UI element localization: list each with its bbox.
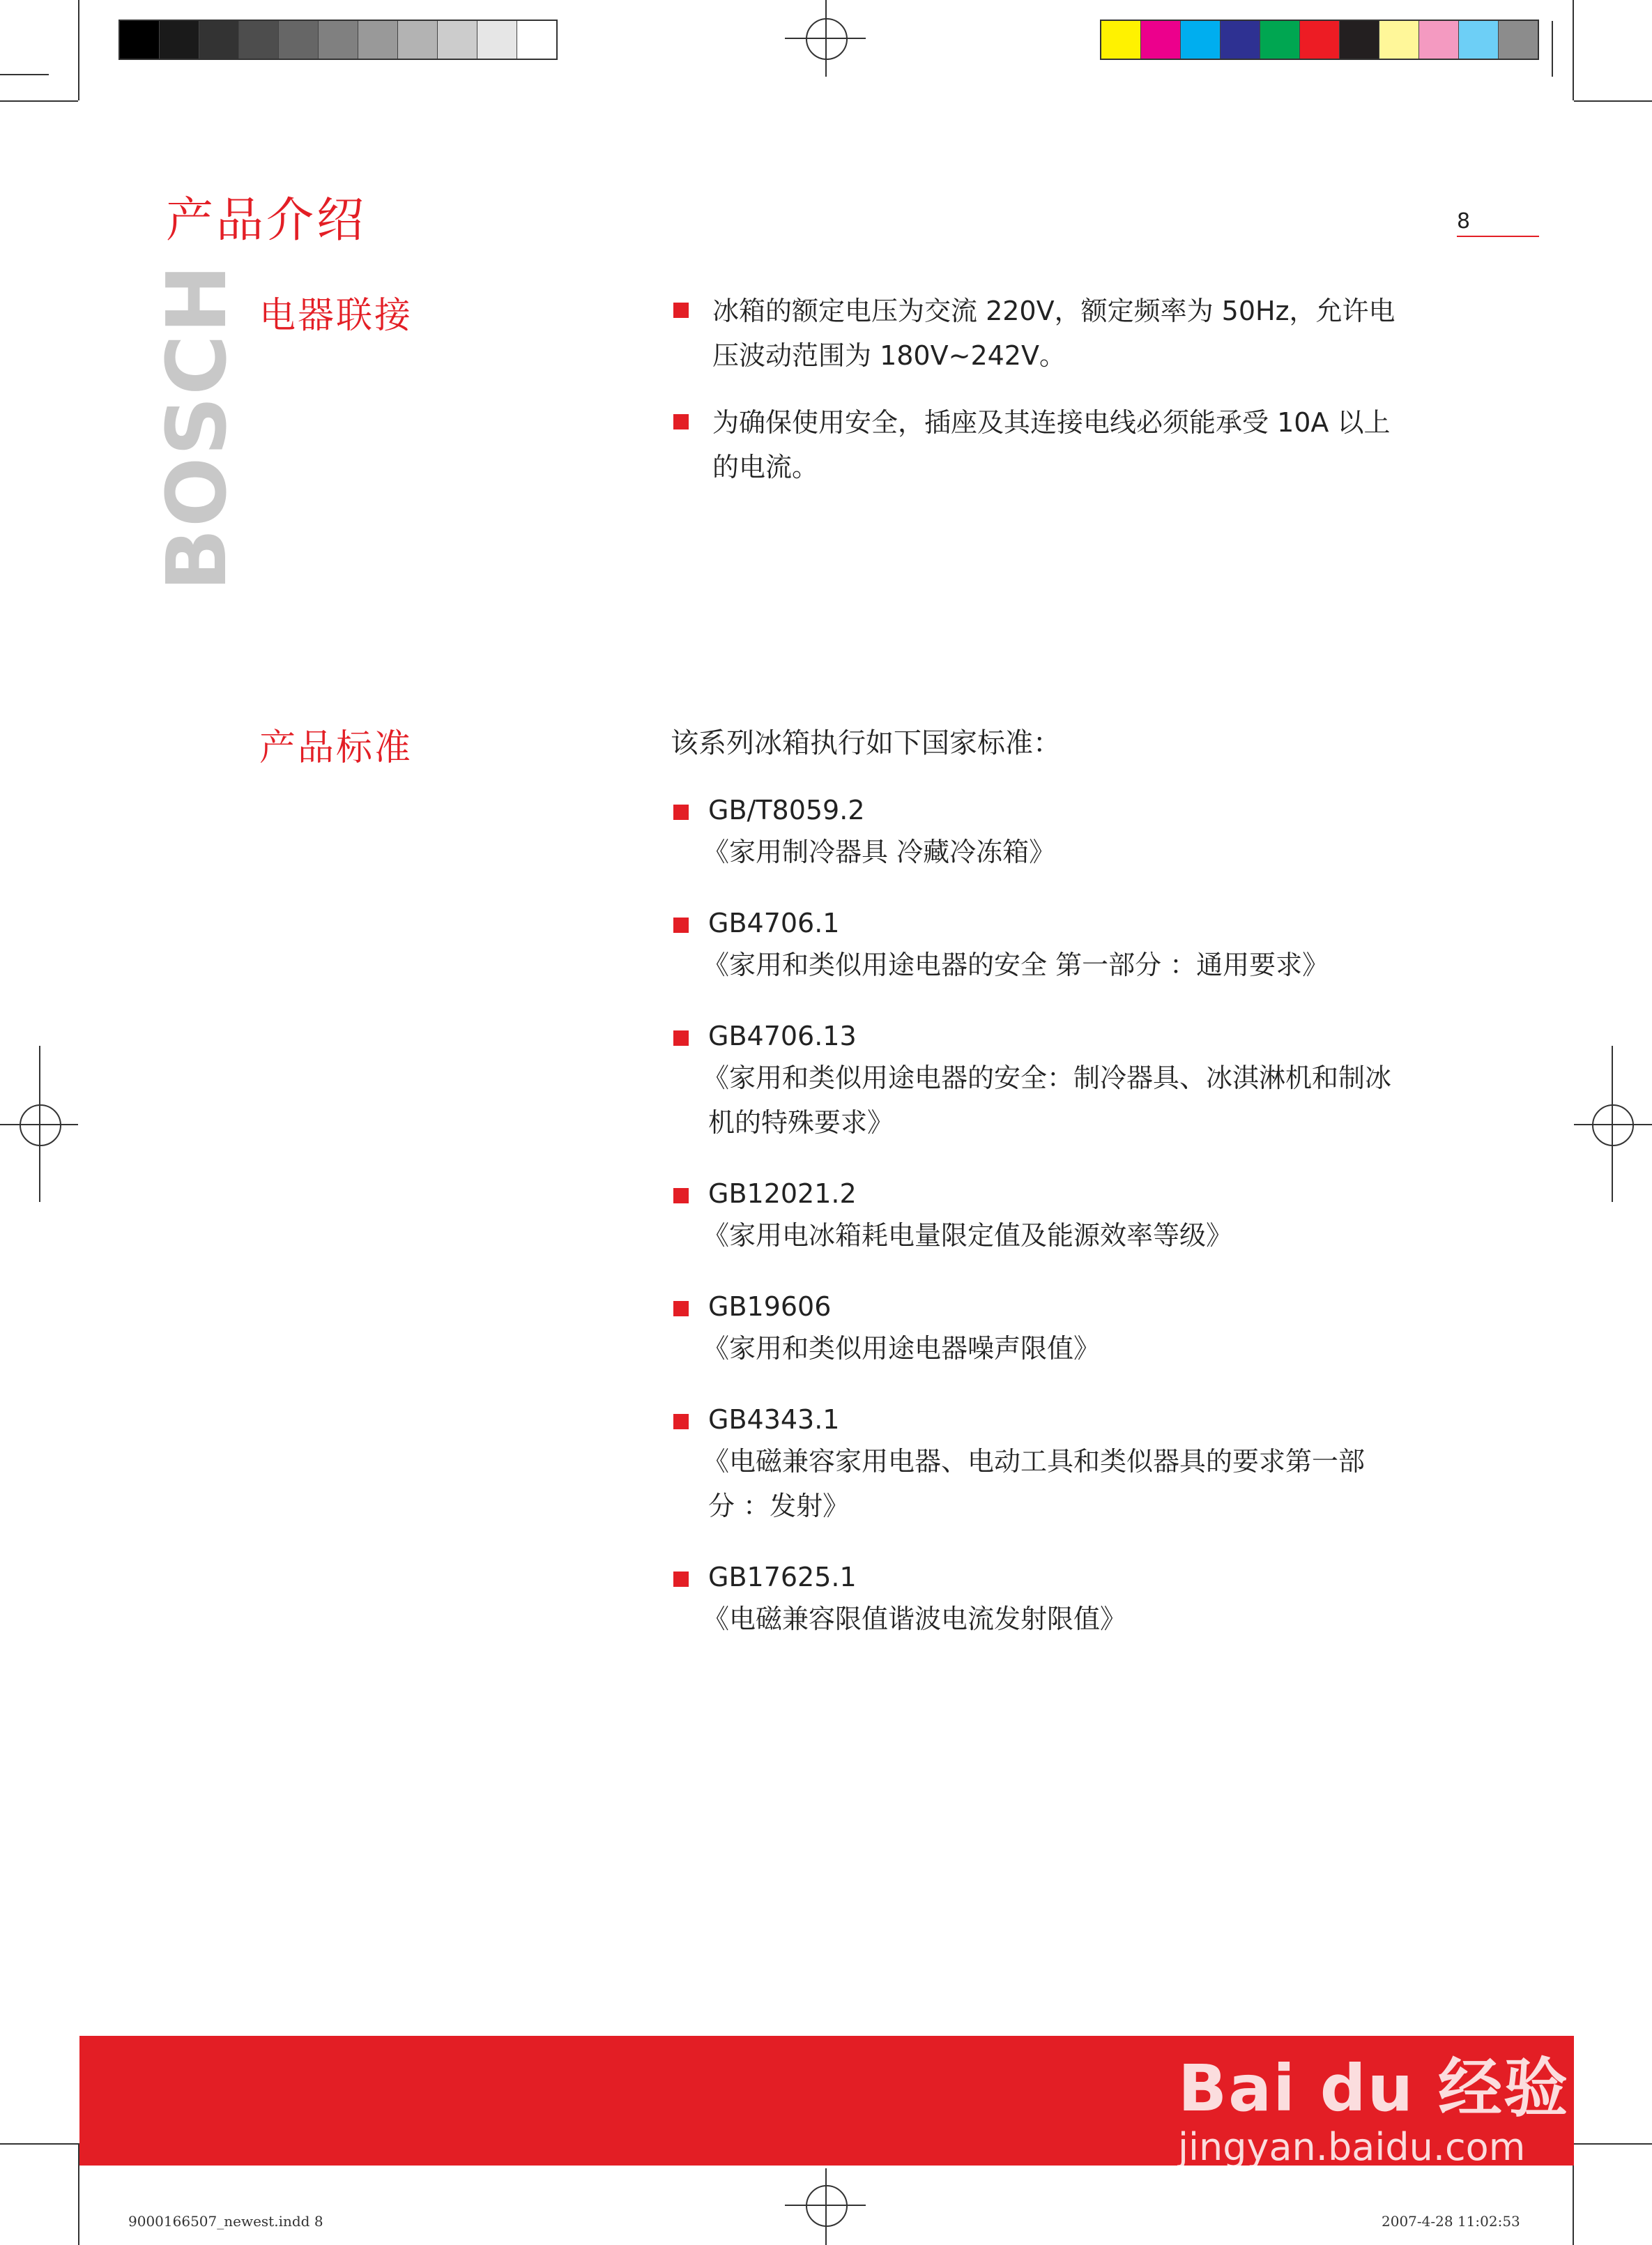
crop-mark bbox=[785, 38, 866, 39]
baidu-watermark-url: jingyan.baidu.com bbox=[1178, 2125, 1526, 2169]
bullet-icon bbox=[673, 805, 689, 820]
bullet-icon bbox=[673, 1188, 689, 1203]
color-swatch bbox=[438, 21, 477, 59]
brand-logo-vertical: BOSCH bbox=[148, 263, 245, 591]
electrical-heading: 电器联接 bbox=[259, 295, 413, 337]
standard-code: GB4706.1 bbox=[708, 908, 840, 938]
bullet-icon bbox=[673, 1030, 689, 1046]
standard-name: 《家用和类似用途电器噪声限值》 bbox=[703, 1333, 1101, 1364]
standard-code: GB19606 bbox=[708, 1291, 832, 1322]
registration-mark-icon bbox=[20, 1104, 61, 1146]
standard-name: 《家用电冰箱耗电量限定值及能源效率等级》 bbox=[703, 1220, 1233, 1251]
color-swatch bbox=[199, 21, 239, 59]
crop-mark bbox=[825, 2168, 827, 2245]
crop-mark bbox=[1574, 2143, 1652, 2145]
crop-mark bbox=[0, 1124, 78, 1125]
standards-intro: 该系列冰箱执行如下国家标准： bbox=[671, 727, 1061, 759]
color-swatch bbox=[279, 21, 319, 59]
color-swatch bbox=[1340, 21, 1379, 59]
standard-code: GB/T8059.2 bbox=[708, 795, 865, 825]
standard-name: 《电磁兼容限值谐波电流发射限值》 bbox=[703, 1604, 1127, 1634]
standard-name-continued: 分 ：发射》 bbox=[708, 1491, 850, 1521]
standards-heading: 产品标准 bbox=[259, 727, 413, 769]
crop-mark bbox=[0, 2143, 78, 2145]
color-swatch bbox=[1141, 21, 1181, 59]
slug-timestamp: 2007-4-28 11:02:53 bbox=[1382, 2213, 1520, 2230]
bullet-icon bbox=[673, 303, 689, 318]
process-color-bar bbox=[1100, 20, 1539, 60]
slug-file-info: 9000166507_newest.indd 8 bbox=[128, 2213, 323, 2230]
crop-mark bbox=[0, 100, 78, 102]
standard-code: GB17625.1 bbox=[708, 1562, 857, 1592]
color-swatch bbox=[1300, 21, 1340, 59]
color-swatch bbox=[1419, 21, 1459, 59]
electrical-item-1: 冰箱的额定电压为交流 220V，额定频率为 50Hz，允许电 压波动范围为 180V~242V。 bbox=[712, 296, 1395, 371]
color-swatch bbox=[1499, 21, 1538, 59]
color-swatch bbox=[1181, 21, 1221, 59]
color-swatch bbox=[319, 21, 358, 59]
color-swatch bbox=[477, 21, 517, 59]
color-swatch bbox=[1459, 21, 1499, 59]
crop-mark bbox=[1574, 100, 1652, 102]
crop-mark bbox=[785, 2205, 866, 2206]
color-swatch bbox=[1260, 21, 1300, 59]
electrical-item-2: 为确保使用安全，插座及其连接电线必须能承受 10A 以上 的电流。 bbox=[712, 407, 1391, 482]
color-swatch bbox=[120, 21, 160, 59]
registration-mark-icon bbox=[1592, 1104, 1634, 1146]
standard-code: GB4343.1 bbox=[708, 1404, 840, 1435]
page-number: 8 bbox=[1457, 209, 1471, 234]
crop-mark bbox=[0, 74, 49, 75]
crop-mark bbox=[1574, 1124, 1652, 1125]
standard-name: 《家用和类似用途电器的安全 第一部分 ：通用要求》 bbox=[703, 950, 1329, 980]
crop-mark bbox=[1573, 0, 1574, 100]
standard-name: 《家用制冷器具 冷藏冷冻箱》 bbox=[703, 837, 1056, 867]
standard-name: 《电磁兼容家用电器、电动工具和类似器具的要求第一部 bbox=[703, 1446, 1366, 1477]
color-swatch bbox=[398, 21, 438, 59]
color-swatch bbox=[1221, 21, 1260, 59]
standard-code: GB4706.13 bbox=[708, 1021, 857, 1051]
color-swatch bbox=[160, 21, 199, 59]
bullet-icon bbox=[673, 1301, 689, 1316]
grayscale-color-bar bbox=[118, 20, 558, 60]
crop-mark bbox=[1552, 21, 1553, 77]
standard-name: 《家用和类似用途电器的安全：制冷器具、冰淇淋机和制冰 bbox=[703, 1063, 1392, 1093]
page-title: 产品介绍 bbox=[166, 193, 367, 248]
color-swatch bbox=[358, 21, 398, 59]
registration-mark-icon bbox=[806, 2185, 848, 2227]
bullet-icon bbox=[673, 414, 689, 429]
bullet-icon bbox=[673, 918, 689, 933]
crop-mark bbox=[78, 0, 79, 100]
color-swatch bbox=[1379, 21, 1419, 59]
standard-code: GB12021.2 bbox=[708, 1178, 857, 1209]
color-swatch bbox=[517, 21, 556, 59]
baidu-watermark: Bai du 经验 bbox=[1178, 2051, 1570, 2126]
bullet-icon bbox=[673, 1414, 689, 1429]
bullet-icon bbox=[673, 1572, 689, 1587]
registration-mark-icon bbox=[806, 18, 848, 60]
page-number-rule bbox=[1457, 236, 1539, 237]
color-swatch bbox=[1101, 21, 1141, 59]
standard-name-continued: 机的特殊要求》 bbox=[708, 1107, 894, 1138]
color-swatch bbox=[239, 21, 279, 59]
